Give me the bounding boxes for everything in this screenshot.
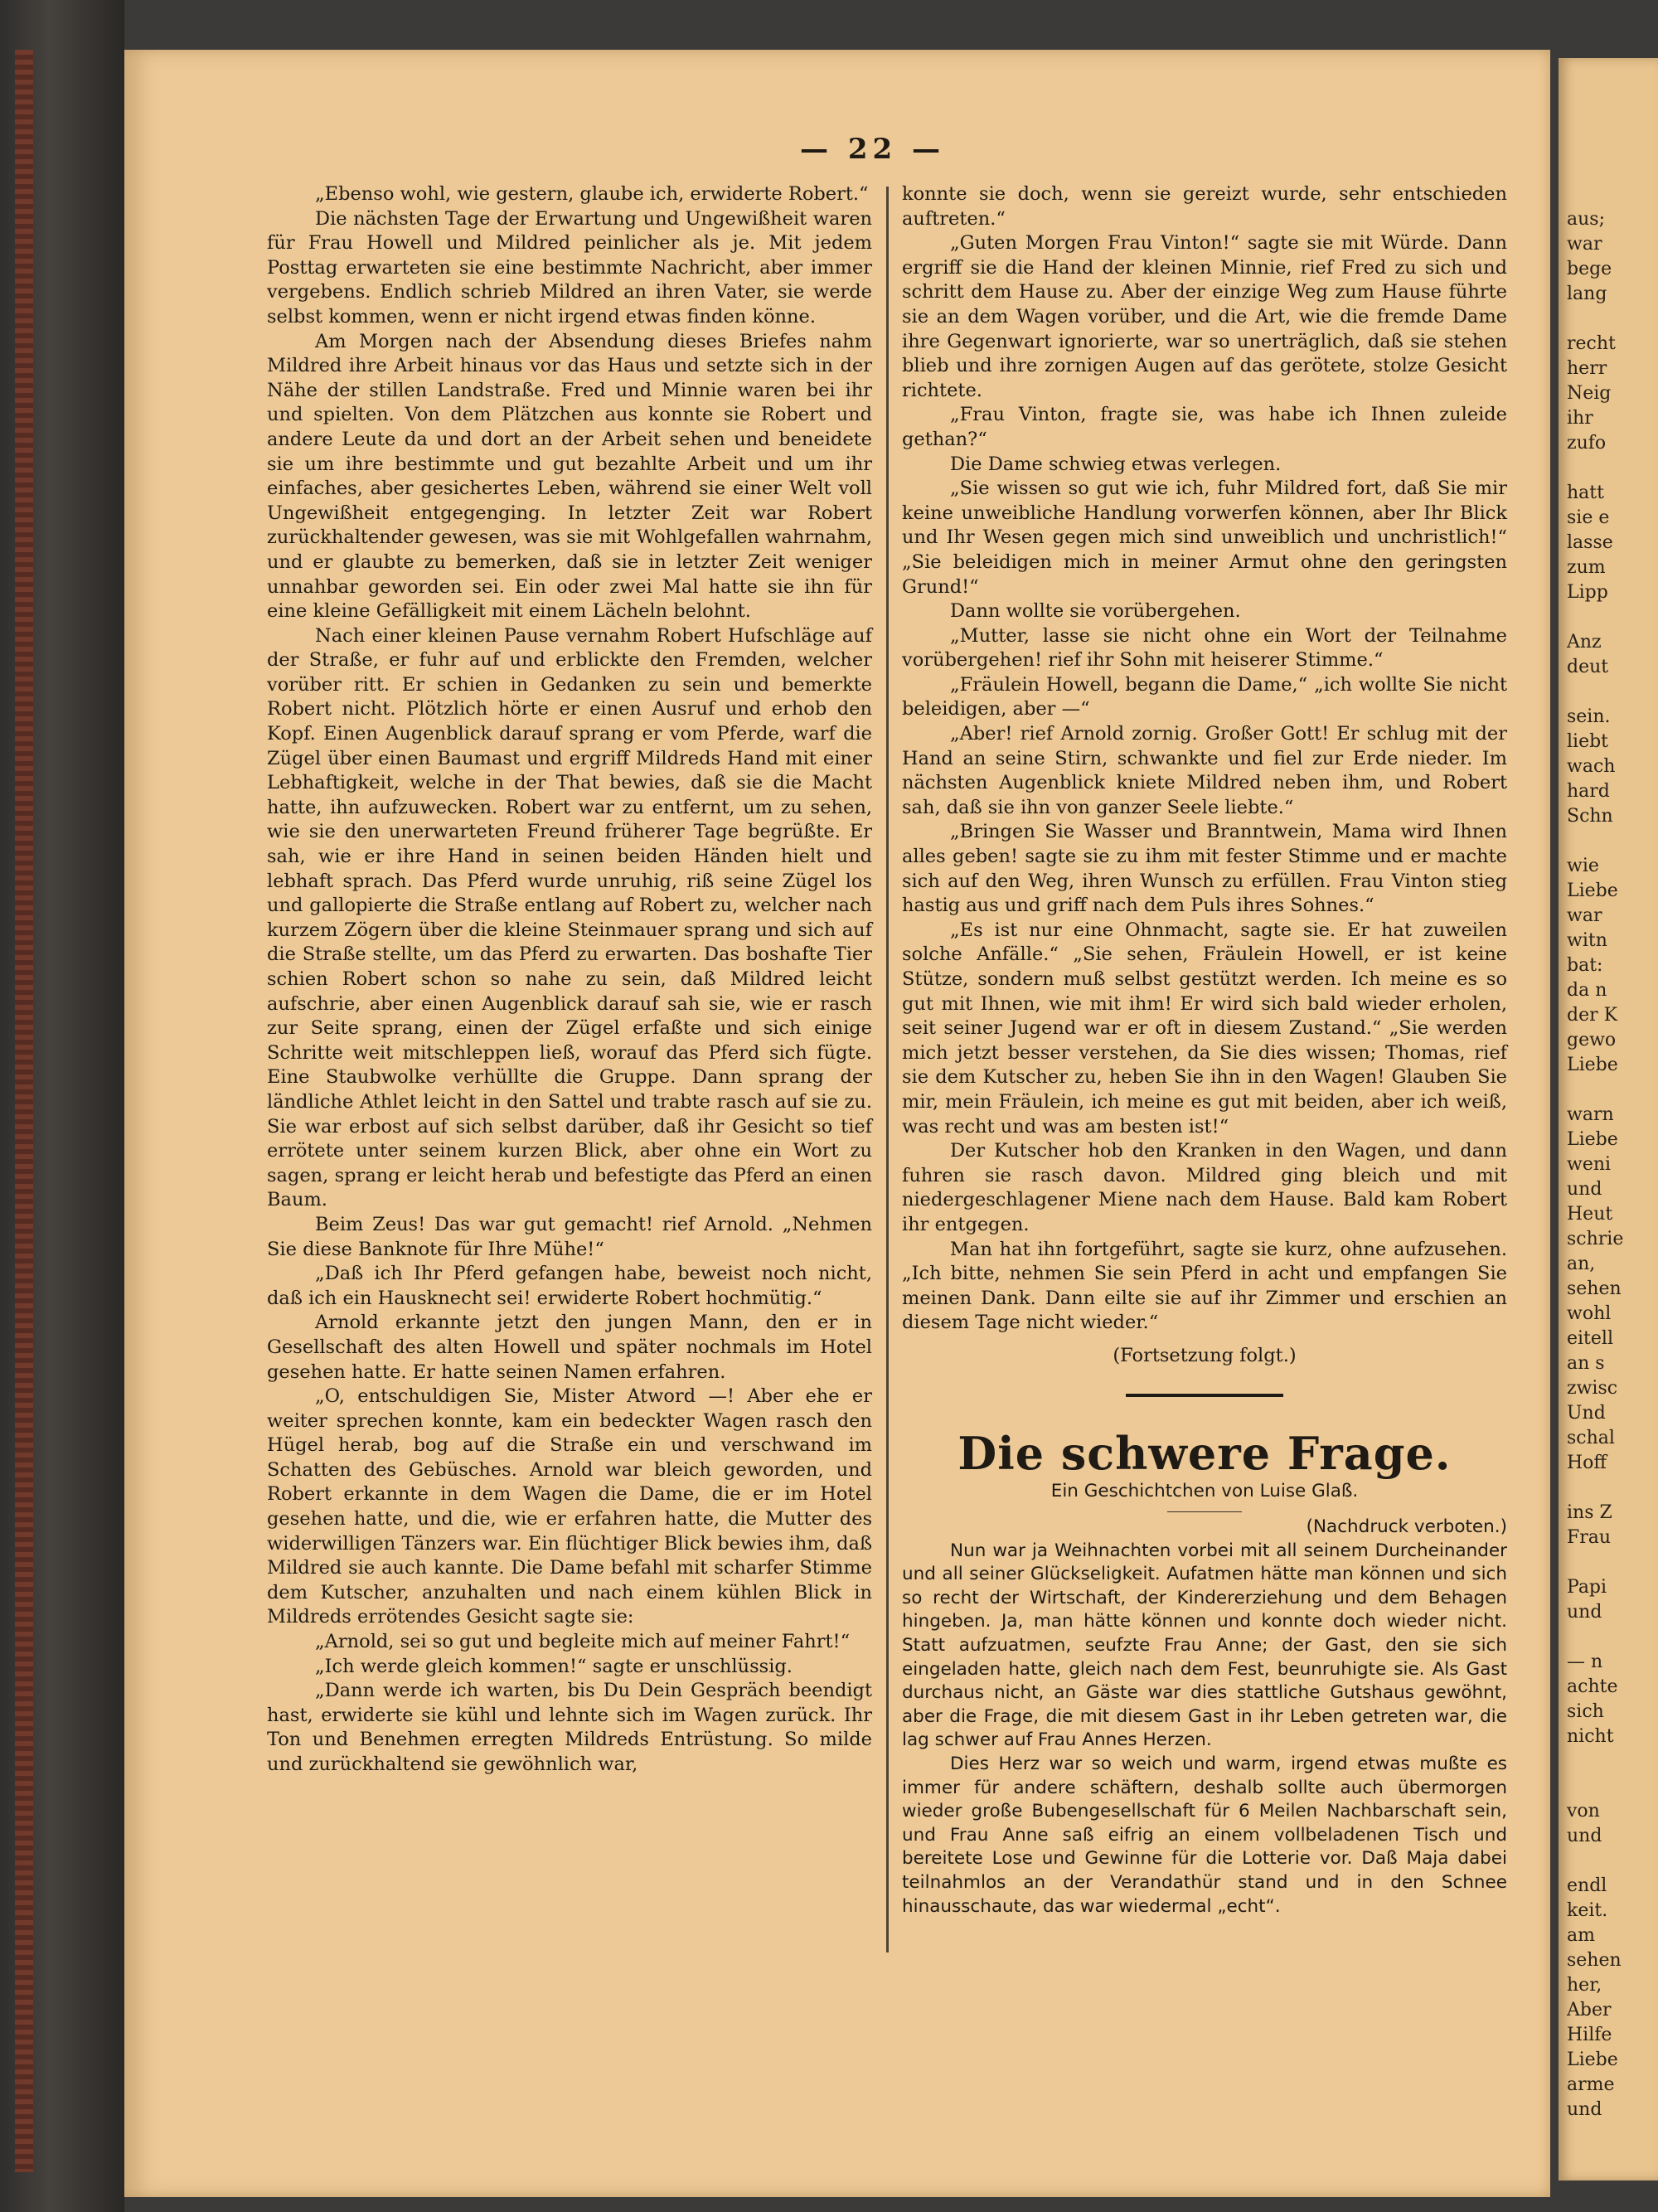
next-page-fragment: bat:: [1567, 955, 1603, 976]
story-title: Die schwere Frage.: [957, 1426, 1452, 1480]
paragraph: Man hat ihn fortgeführt, sagte sie kurz, ohne aufzusehen. „Ich bitte, nehmen Sie sein Pferd in acht und empfangen Sie meinen Dank. Dann eilte sie auf ihr Zimmer und erschien an diesem Tage nicht wieder.“: [902, 1238, 1507, 1334]
next-page-fragment: hard: [1567, 781, 1610, 802]
next-page-fragment: sie e: [1567, 507, 1610, 528]
paragraph: „Frau Vinton, fragte sie, was habe ich Ihnen zuleide gethan?“: [902, 404, 1507, 450]
paragraph: „Daß ich Ihr Pferd gefangen habe, beweist noch nicht, daß ich ein Hausknecht sei! erwiderte Robert hochmütig.“: [267, 1263, 872, 1309]
next-page-fragment: [1559, 605, 1658, 630]
paragraph: Nach einer kleinen Pause vernahm Robert Hufschläge auf der Straße, er fuhr auf und erblickte den Fremden, welcher vorüber ritt. Er schien in Gedanken zu sein und bemerkte Robert nicht. Plötzlich hörte er einen Ausruf und erhob den Kopf. Einen Augenblick darauf sprang er vom Pferde, warf die Zügel über einen Baumast und ergriff Mildreds Hand mit einer Lebhaftigkeit, welche in der That bewies, daß sie die Macht hatte, ihn aufzuwecken. Robert war zu entfernt, um zu sehen, wie sie den unerwarteten Freund früherer Tage begrüßte. Er sah, wie er ihre Hand in seinen beiden Händen hielt und lebhaft sprach. Das Pferd wurde unruhig, riß seine Zügel los und gallopierte die Straße entlang auf Robert zu, welcher nach kurzem Zögern über die kleine Steinmauer sprang und sich auf die Straße stellte, um das Pferd zu erwarten. Das boshafte Tier schien Robert schon so nahe zu sein, daß Mildred leicht aufschrie, aber einen Augenblick darauf sah sie, wie er rasch zur Seite sprang, einen der Zügel erfaßte und sich einige Schritte weit mitschleppen ließ, worauf das Pferd sich fügte. Eine Staubwolke verhüllte die Gruppe. Dann sprang der ländliche Athlet leicht in den Sattel und trabte rasch auf sie zu. Sie war erbost auf sich selbst darüber, daß ihr Gesicht so tief errötete unter seinem kurzen Blick, aber ohne ein Wort zu sagen, sprang er leicht herab und befestigte das Pferd an einen Baum.: [267, 624, 872, 1211]
next-page-fragment: Papi: [1567, 1577, 1607, 1598]
story-byline: Ein Geschichtchen von Luise Glaß.: [1050, 1480, 1359, 1501]
next-page-fragment: Aber: [1567, 2000, 1612, 2020]
next-page-fragment: wie: [1567, 856, 1599, 876]
next-page-fragment: der K: [1567, 1005, 1618, 1026]
next-page-fragment: Liebe: [1567, 1129, 1618, 1150]
paragraph: Nun war ja Weihnachten vorbei mit all seinem Durcheinander und all seiner Glückseligkeit. Aufatmen hätte man können und sich so recht der Wirtschaft, der Kindererziehung und dem Behagen hingeben. Ja, man hätte können und konnte doch wieder nicht. Statt aufzuatmen, seufzte Frau Anne; der Gast, den sie sich eingeladen hatte, gleich nach dem Fest, beunruhigte sie. Als Gast durchaus nicht, an Gäste war dies stattliche Gutshaus gewöhnt, aber die Frage, die mit diesem Gast in ihr Leben getreten war, die lag schwer auf Frau Annes Herzen.: [902, 1540, 1507, 1751]
page-number: — 22 —: [800, 133, 945, 166]
next-page-fragment: [1559, 1625, 1658, 1650]
next-page-fragment: und: [1567, 1179, 1602, 1200]
next-page-fragment: Hoff: [1567, 1453, 1607, 1473]
next-page-fragment: Liebe: [1567, 2049, 1618, 2070]
paragraph: Am Morgen nach der Absendung dieses Briefes nahm Mildred ihre Arbeit hinaus vor das Haus und setzte sich in der Nähe der stillen Landstraße. Fred und Minnie waren bei ihr und spielten. Von dem Plätzchen aus konnte sie Robert und andere Leute da und dort an der Arbeit sehen und beneidete sie um ihre bestimmte und gut bezahlte Arbeit und um ihr einfaches, aber gesichertes Leben, während sie einer Welt voll Ungewißheit entgegenging. In letzter Zeit war Robert zurückhaltender gewesen, was sie mit Wohlgefallen wahrnahm, und er glaubte zu bemerken, daß sie in letzter Zeit weniger unnahbar geworden sei. Ein oder zwei Mal hatte sie ihn für eine kleine Gefälligkeit mit einem Lächeln belohnt.: [267, 330, 872, 623]
next-page-fragment: gewo: [1567, 1030, 1617, 1050]
copyright-notice: (Nachdruck verboten.): [1306, 1516, 1507, 1538]
next-page-fragment: und: [1567, 1602, 1602, 1623]
paragraph: „Ich werde gleich kommen!“ sagte er unschlüssig.: [315, 1655, 793, 1677]
next-page-fragment: lang: [1567, 284, 1607, 304]
paragraph: konnte sie doch, wenn sie gereizt wurde, sehr entschieden auftreten.“: [902, 183, 1507, 230]
next-page-fragment: da n: [1567, 980, 1607, 1001]
next-page-fragment: [1559, 1476, 1658, 1501]
next-page-fragment: Heut: [1567, 1204, 1613, 1225]
next-page-fragment: bege: [1567, 259, 1612, 279]
next-page-fragment: sich: [1567, 1701, 1604, 1722]
next-page-fragment: eitell: [1567, 1328, 1613, 1349]
next-page-fragment: an s: [1567, 1353, 1605, 1374]
next-page-fragment: recht: [1567, 333, 1616, 354]
next-page-fragment: und: [1567, 2099, 1602, 2120]
paragraph: Dann wollte sie vorübergehen.: [950, 600, 1241, 623]
paragraph: Der Kutscher hob den Kranken in den Wagen, und dann fuhren sie rasch davon. Mildred ging bleich und mit niedergeschlagener Miene nach dem Hause. Bald kam Robert ihr entgegen.: [902, 1140, 1507, 1235]
next-page-fragment: hatt: [1567, 483, 1604, 503]
next-page-fragment: Anz: [1567, 632, 1602, 652]
paragraph: Die nächsten Tage der Erwartung und Ungewißheit waren für Frau Howell und Mildred peinlicher als je. Mit jedem Posttag erwarteten sie eine bestimmte Nachricht, aber immer vergebens. Endlich schrieb Mildred an ihren Vater, sie werde selbst kommen, wenn er nicht irgend etwas finden könne.: [267, 207, 872, 327]
next-page-fragment: Neig: [1567, 383, 1612, 404]
next-page-fragment: schal: [1567, 1428, 1615, 1448]
continuation-note: (Fortsetzung folgt.): [1113, 1344, 1297, 1366]
next-page-fragment: liebt: [1567, 731, 1609, 752]
next-page-fragment: Liebe: [1567, 880, 1618, 901]
next-page-fragment: wohl: [1567, 1303, 1612, 1324]
next-page-fragment: [1559, 456, 1658, 481]
right-column: [902, 182, 1507, 1919]
next-page-fragment: nicht: [1567, 1726, 1614, 1747]
next-page-fragment: — n: [1567, 1652, 1603, 1672]
paragraph: „Arnold, sei so gut und begleite mich auf meiner Fahrt!“: [315, 1631, 851, 1653]
next-page-fragment: zufo: [1567, 433, 1607, 454]
next-page-fragment: lasse: [1567, 532, 1613, 553]
paragraph: „Es ist nur eine Ohnmacht, sagte sie. Er hat zuweilen solche Anfälle.“ „Sie sehen, Fräulein Howell, er ist keine Stütze, sondern muß selbst gestützt werden. Ich meine es so gut mit Ihnen, wie mit ihm! Er wird sich bald wieder erholen, seit seiner Jugend war er oft in diesem Zustand.“ „Sie werden mich jetzt besser verstehen, da Sie dies wissen; Thomas, rief sie dem Kutscher zu, heben Sie ihn in den Wagen! Glauben Sie mir, mein Fräulein, ich meine es gut mit beiden, aber ich weiß, was recht und was am besten ist!“: [902, 919, 1507, 1138]
paragraph: Dies Herz war so weich und warm, irgend etwas mußte es immer für andere schäftern, deshalb sollte auch übermorgen wieder große Bubengesellschaft für 6 Meilen Nachbarschaft sein, und Frau Anne saß eifrig an einem vollbeladenen Tisch und bereitete Lose und Gewinne für die Lotterie vor. Daß Maja dabei teilnahmlos an der Verandathür stand und in den Schnee hinausschaute, das war wiedermal „echt“.: [902, 1754, 1507, 1917]
paragraph: „Fräulein Howell, begann die Dame,“ „ich wollte Sie nicht beleidigen, aber —“: [902, 673, 1507, 720]
next-page-fragment: keit.: [1567, 1900, 1608, 1921]
paragraph: „Dann werde ich warten, bis Du Dein Gespräch beendigt hast, erwiderte sie kühl und lehnte sich im Wagen zurück. Ihr Ton und Benehmen erregten Mildreds Entrüstung. So milde und zurückhaltend sie gewöhnlich war,: [267, 1680, 872, 1775]
paragraph: „Guten Morgen Frau Vinton!“ sagte sie mit Würde. Dann ergriff sie die Hand der kleinen Minnie, rief Fred zu sich und schritt dem Hause zu. Aber der einzige Weg zum Hause führte sie an dem Wagen vorüber, und die Art, wie die fremde Dame ihre Gegenwart ignorierte, war so unerträglich, daß sie stehen blieb und ihre zornigen Augen auf das gerötete, stolze Gesicht richtete.: [902, 232, 1507, 401]
next-page-fragment: arme: [1567, 2074, 1615, 2095]
next-page-fragment: an,: [1567, 1254, 1596, 1274]
binding-edge: [15, 50, 33, 2172]
next-page-fragment: wach: [1567, 756, 1616, 777]
next-page-fragment: her,: [1567, 1975, 1602, 1996]
next-page-fragment: am: [1567, 1925, 1595, 1946]
next-page-fragment: Schn: [1567, 806, 1613, 827]
next-page-fragment: [1559, 1749, 1658, 1774]
paragraph: „Ebenso wohl, wie gestern, glaube ich, erwiderte Robert.“: [315, 183, 869, 205]
next-page-fragment: herr: [1567, 358, 1607, 379]
next-page-fragment: ihr: [1567, 408, 1593, 429]
next-page-fragment: sehen: [1567, 1950, 1622, 1971]
next-page-fragment: Und: [1567, 1403, 1606, 1424]
next-page-fragment: schrie: [1567, 1229, 1624, 1249]
next-page-fragment: aus;: [1567, 209, 1605, 230]
next-page-fragment: [1559, 680, 1658, 705]
next-page-fragment: achte: [1567, 1676, 1618, 1697]
byline-rule: [1167, 1511, 1242, 1512]
next-page-fragment: Hilfe: [1567, 2025, 1612, 2045]
next-page-fragment: war: [1567, 905, 1602, 926]
next-page-fragment: war: [1567, 234, 1602, 255]
next-page-fragment: sehen: [1567, 1278, 1622, 1299]
next-page-fragment: weni: [1567, 1154, 1612, 1175]
next-page-fragment: warn: [1567, 1104, 1614, 1125]
paragraph: Die Dame schwieg etwas verlegen.: [950, 453, 1282, 475]
next-page-fragment: und: [1567, 1826, 1602, 1846]
next-page-fragment: zwisc: [1567, 1378, 1618, 1399]
next-page-fragment: endl: [1567, 1875, 1607, 1896]
next-page-fragment: Liebe: [1567, 1055, 1618, 1075]
paragraph: „Aber! rief Arnold zornig. Großer Gott! Er schlug mit der Hand an seine Stirn, schwankte und fiel zur Erde nieder. Im nächsten Augenblick kniete Mildred neben ihm, und Robert sah, daß sie ihn von ganzer Seele liebte.“: [902, 723, 1507, 818]
paragraph: „O, entschuldigen Sie, Mister Atword —! Aber ehe er weiter sprechen konnte, kam ein bedeckter Wagen rasch den Hügel herab, bog auf die Straße ein und verschwand im Schatten des Gebüsches. Arnold war bleich geworden, und Robert erkannte in dem Wagen die Dame, die er im Hotel gesehen hatte, und die, wie er erfahren hatte, die Mutter des widerwilligen Tänzers war. Ein flüchtiger Blick bewies ihm, daß Mildred sie auch kannte. Die Dame befahl mit scharfer Stimme dem Kutscher, anzuhalten und nach einem kühlen Blick in Mildreds errötendes Gesicht sagte sie:: [267, 1385, 872, 1628]
next-page-fragment: Frau: [1567, 1527, 1612, 1548]
left-column: [267, 182, 872, 1778]
next-page-fragment: [1559, 307, 1658, 332]
next-page-fragment: ins Z: [1567, 1502, 1612, 1523]
column-divider: [886, 187, 889, 1952]
adjacent-page-edge: [1559, 58, 1658, 2180]
next-page-fragment: sein.: [1567, 706, 1611, 727]
paragraph: Arnold erkannte jetzt den jungen Mann, den er in Gesellschaft des alten Howell und später nochmals im Hotel gesehen hatte. Er hatte seinen Namen erfahren.: [267, 1312, 872, 1383]
next-page-fragment: [1559, 829, 1658, 854]
next-page-fragment: [1559, 1550, 1658, 1575]
paragraph: „Sie wissen so gut wie ich, fuhr Mildred fort, daß Sie mir keine unweibliche Handlung vorwerfen können, aber Ihr Blick und Ihr Wesen gegen mich sind unweiblich und unchristlich!“ „Sie beleidigen mich in meiner Armut ohne den geringsten Grund!“: [902, 478, 1507, 598]
section-divider: [1126, 1394, 1283, 1397]
next-page-fragment: deut: [1567, 657, 1609, 677]
paragraph: „Mutter, lasse sie nicht ohne ein Wort der Teilnahme vorübergehen! rief ihr Sohn mit heiserer Stimme.“: [902, 624, 1507, 672]
next-page-fragment: von: [1567, 1801, 1600, 1822]
paragraph: Beim Zeus! Das war gut gemacht! rief Arnold. „Nehmen Sie diese Banknote für Ihre Mühe!“: [267, 1213, 872, 1260]
next-page-fragment: Lipp: [1567, 582, 1608, 603]
next-page-fragment: zum: [1567, 557, 1606, 578]
next-page-fragment: [1559, 1078, 1658, 1103]
next-page-fragment: witn: [1567, 930, 1607, 951]
paragraph: „Bringen Sie Wasser und Branntwein, Mama wird Ihnen alles geben! sagte sie zu ihm mit fester Stimme und er machte sich auf den Weg, ihren Wunsch zu erfüllen. Frau Vinton stieg hastig aus und griff nach dem Puls ihres Sohnes.“: [902, 821, 1507, 917]
next-page-fragment: [1559, 1849, 1658, 1874]
next-page-fragment: [1559, 1774, 1658, 1799]
story-section: [902, 1427, 1507, 1919]
